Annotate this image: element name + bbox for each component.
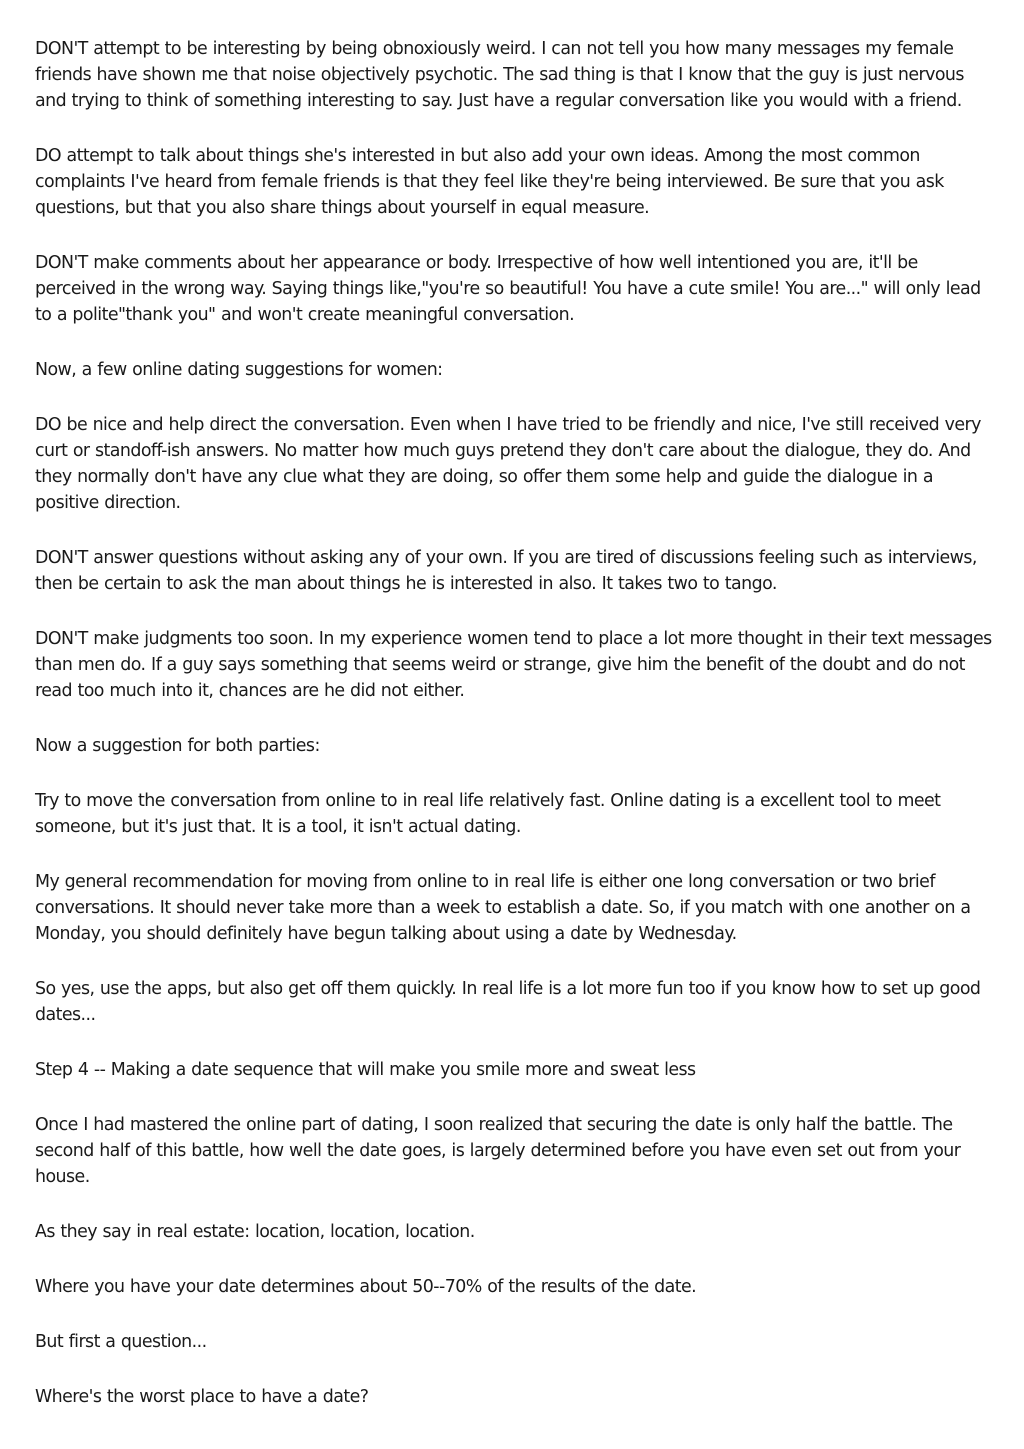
paragraph: DON'T answer questions without asking any of your own. If you are tired of discussions feeling such as interviews, then be certain to ask the man about things he is interested in also. It takes two to tango. [35, 548, 977, 594]
paragraph: Where's the worst place to have a date? [35, 1387, 369, 1407]
paragraph: DO attempt to talk about things she's interested in but also add your own ideas. Among the most common complaints I've heard from female friends is that they feel like they're being interviewed. Be sure that you ask questions, but that you also share things about yourself in equal measure. [35, 146, 944, 218]
paragraph: Once I had mastered the online part of dating, I soon realized that securing the date is only half the battle. The second half of this battle, how well the date goes, is largely determined before you have even set out from your house. [35, 1115, 961, 1187]
paragraph: But first a question... [35, 1332, 207, 1352]
paragraph: DON'T make comments about her appearance or body. Irrespective of how well intentioned you are, it'll be perceived in the wrong way. Saying things like,"you're so beautiful! You have a cute smile! You are..." will only lead to a polite"thank you" and won't create meaningful conversation. [35, 253, 981, 325]
paragraph: My general recommendation for moving from online to in real life is either one long conversation or two brief conversations. It should never take more than a week to establish a date. So, if you match with one another on a Monday, you should definitely have begun talking about using a date by Wednesday. [35, 872, 971, 944]
paragraph: DON'T attempt to be interesting by being obnoxiously weird. I can not tell you how many messages my female friends have shown me that noise objectively psychotic. The sad thing is that I know that the guy is just nervous and trying to think of something interesting to say. Just have a regular conversation like you would with a friend. [35, 39, 964, 111]
section-heading: Step 4 -- Making a date sequence that will make you smile more and sweat less [35, 1060, 696, 1080]
paragraph: DO be nice and help direct the conversation. Even when I have tried to be friendly and nice, I've still received very curt or standoff-ish answers. No matter how much guys pretend they don't care about the dialogue, they do. And they normally don't have any clue what they are doing, so offer them some help and guide the dialogue in a positive direction. [35, 415, 981, 513]
paragraph: Now a suggestion for both parties: [35, 736, 320, 756]
paragraph: So yes, use the apps, but also get off them quickly. In real life is a lot more fun too if you know how to set up good dates... [35, 979, 981, 1025]
paragraph: Where you have your date determines about 50--70% of the results of the date. [35, 1277, 697, 1297]
paragraph: DON'T make judgments too soon. In my experience women tend to place a lot more thought in their text messages than men do. If a guy says something that seems weird or strange, give him the benefit of the doubt and do not read too much into it, chances are he did not either. [35, 629, 992, 701]
paragraph: As they say in real estate: location, location, location. [35, 1222, 475, 1242]
document-body [35, 36, 995, 1439]
paragraph: Now, a few online dating suggestions for women: [35, 360, 443, 380]
paragraph: Try to move the conversation from online to in real life relatively fast. Online dating is a excellent tool to meet someone, but it's just that. It is a tool, it isn't actual dating. [35, 791, 941, 837]
